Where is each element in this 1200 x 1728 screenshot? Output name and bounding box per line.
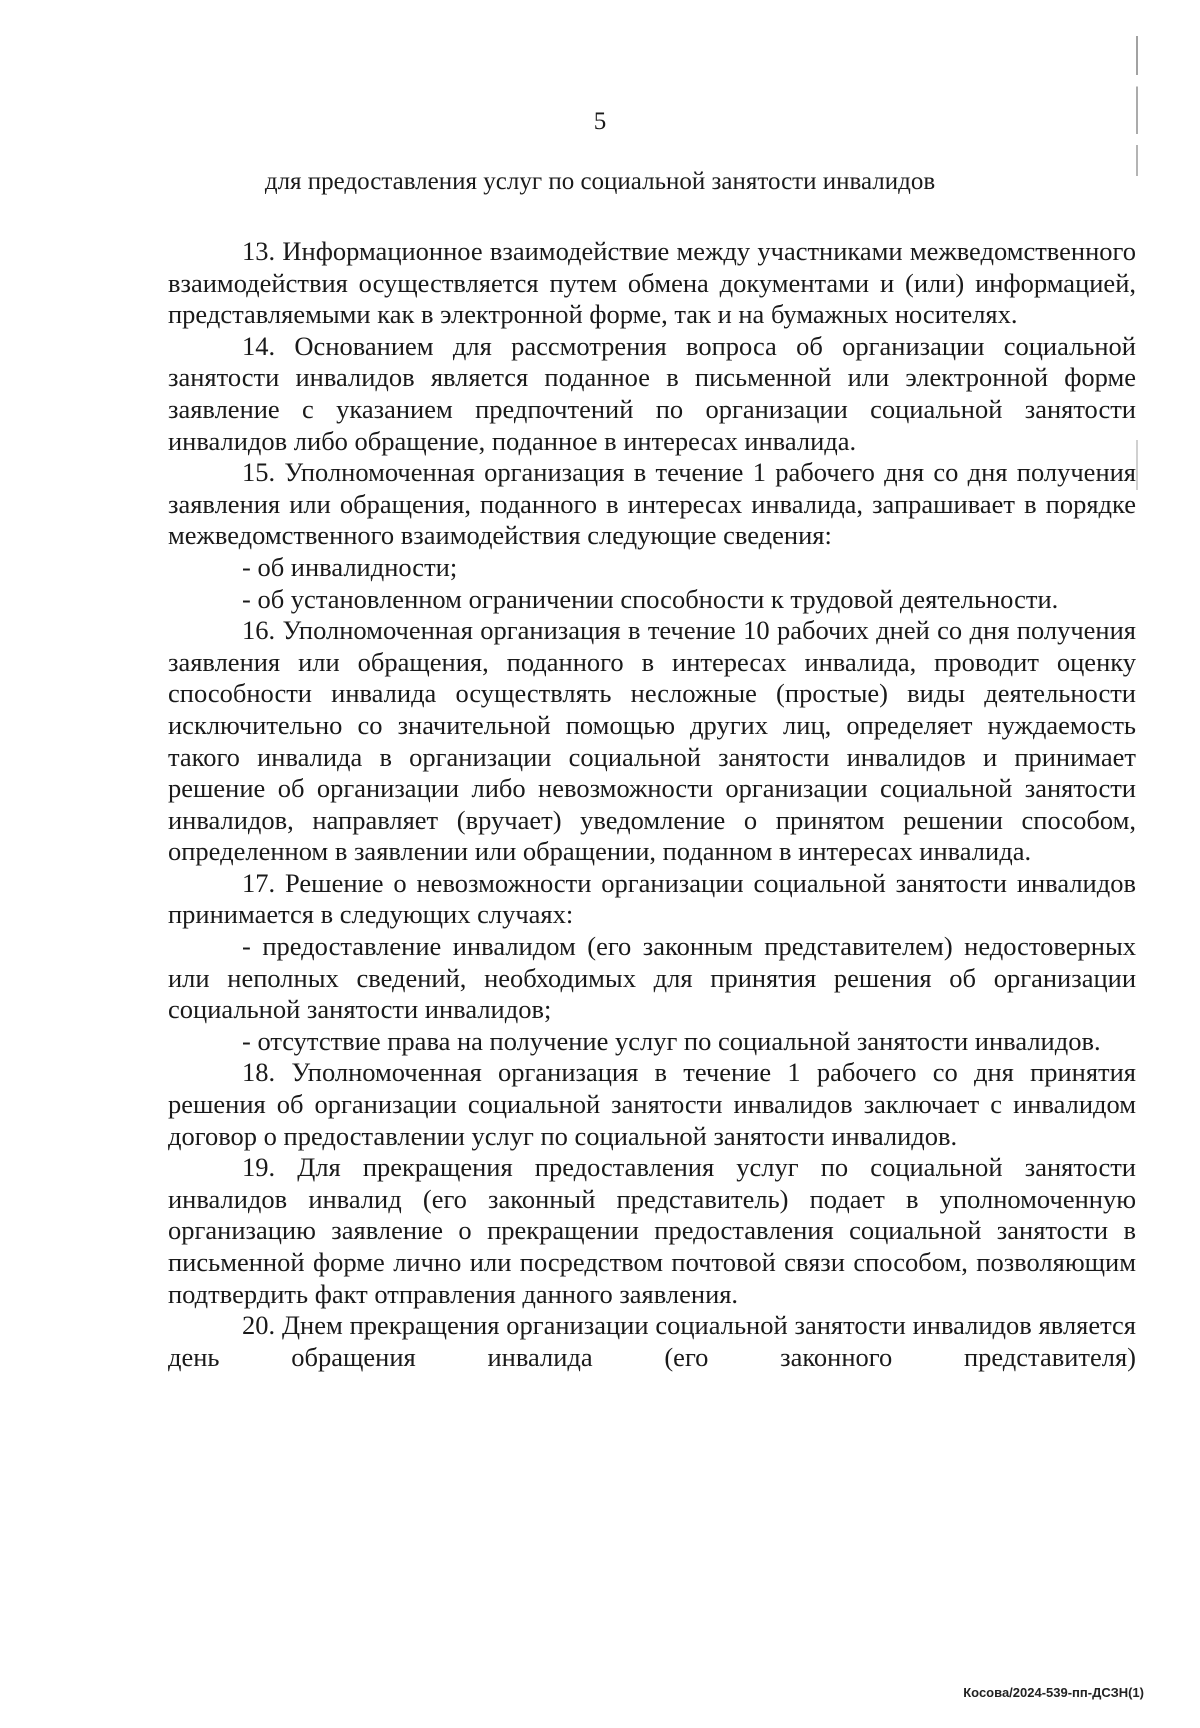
document-body bbox=[168, 236, 1136, 1373]
page-number: 5 bbox=[593, 108, 607, 135]
list-item-disability: - об инвалидности; bbox=[242, 551, 458, 582]
list-item-work-limitation: - об установленном ограничении способности к трудовой деятельности. bbox=[242, 583, 1059, 614]
paragraph-18: 18. Уполномоченная организация в течение 1 рабочего со дня принятия решения об организации социальной занятости инвалидов заключает с инвалидом договор о предоставлении услуг по социальной занятости инвалидов. bbox=[168, 1057, 1136, 1151]
paragraph-19: 19. Для прекращения предоставления услуг по социальной занятости инвалидов инвалид (его законный представитель) подает в уполномоченную организацию заявление о прекращении предоставления социальной занятости в письменной форме лично или посредством почтовой связи способом, позволяющим подтвердить факт отправления данного заявления. bbox=[168, 1152, 1136, 1309]
paragraph-20: 20. Днем прекращения организации социальной занятости инвалидов является день обращения инвалида (его законного представителя) bbox=[168, 1310, 1136, 1372]
list-item-no-right: - отсутствие права на получение услуг по социальной занятости инвалидов. bbox=[242, 1025, 1101, 1056]
scan-edge-mark-lower bbox=[1136, 440, 1138, 490]
scan-edge-mark bbox=[1136, 36, 1138, 176]
list-item-unreliable-info: - предоставление инвалидом (его законным представителем) недостоверных или неполных сведений, необходимых для принятия решения об организации социальной занятости инвалидов; bbox=[168, 931, 1136, 1025]
document-footer-code: Косова/2024-539-пп-ДСЗН(1) bbox=[963, 1685, 1144, 1700]
paragraph-14: 14. Основанием для рассмотрения вопроса об организации социальной занятости инвалидов является поданное в письменной или электронной форме заявление с указанием предпочтений по организации социальной занятости инвалидов либо обращение, поданное в интересах инвалида. bbox=[168, 330, 1136, 456]
continued-heading-line: для предоставления услуг по социальной занятости инвалидов bbox=[264, 168, 936, 195]
paragraph-16: 16. Уполномоченная организация в течение 10 рабочих дней со дня получения заявления или обращения, поданного в интересах инвалида, проводит оценку способности инвалида осуществлять несложные (простые) виды деятельности исключительно со значительной помощью других лиц, определяет нуждаемость такого инвалида в организации социальной занятости инвалидов и принимает решение об организации либо невозможности организации социальной занятости инвалидов, направляет (вручает) уведомление о принятом решении способом, определенном в заявлении или обращении, поданном в интересах инвалида. bbox=[168, 615, 1136, 867]
paragraph-15: 15. Уполномоченная организация в течение 1 рабочего дня со дня получения заявления или обращения, поданного в интересах инвалида, запрашивает в порядке межведомственного взаимодействия следующие сведения: bbox=[168, 457, 1136, 551]
paragraph-17: 17. Решение о невозможности организации социальной занятости инвалидов принимается в следующих случаях: bbox=[168, 867, 1136, 930]
paragraph-13: 13. Информационное взаимодействие между участниками межведомственного взаимодействия осуществляется путем обмена документами и (или) информацией, представляемыми как в электронной форме, так и на бумажных носителях. bbox=[168, 236, 1136, 330]
